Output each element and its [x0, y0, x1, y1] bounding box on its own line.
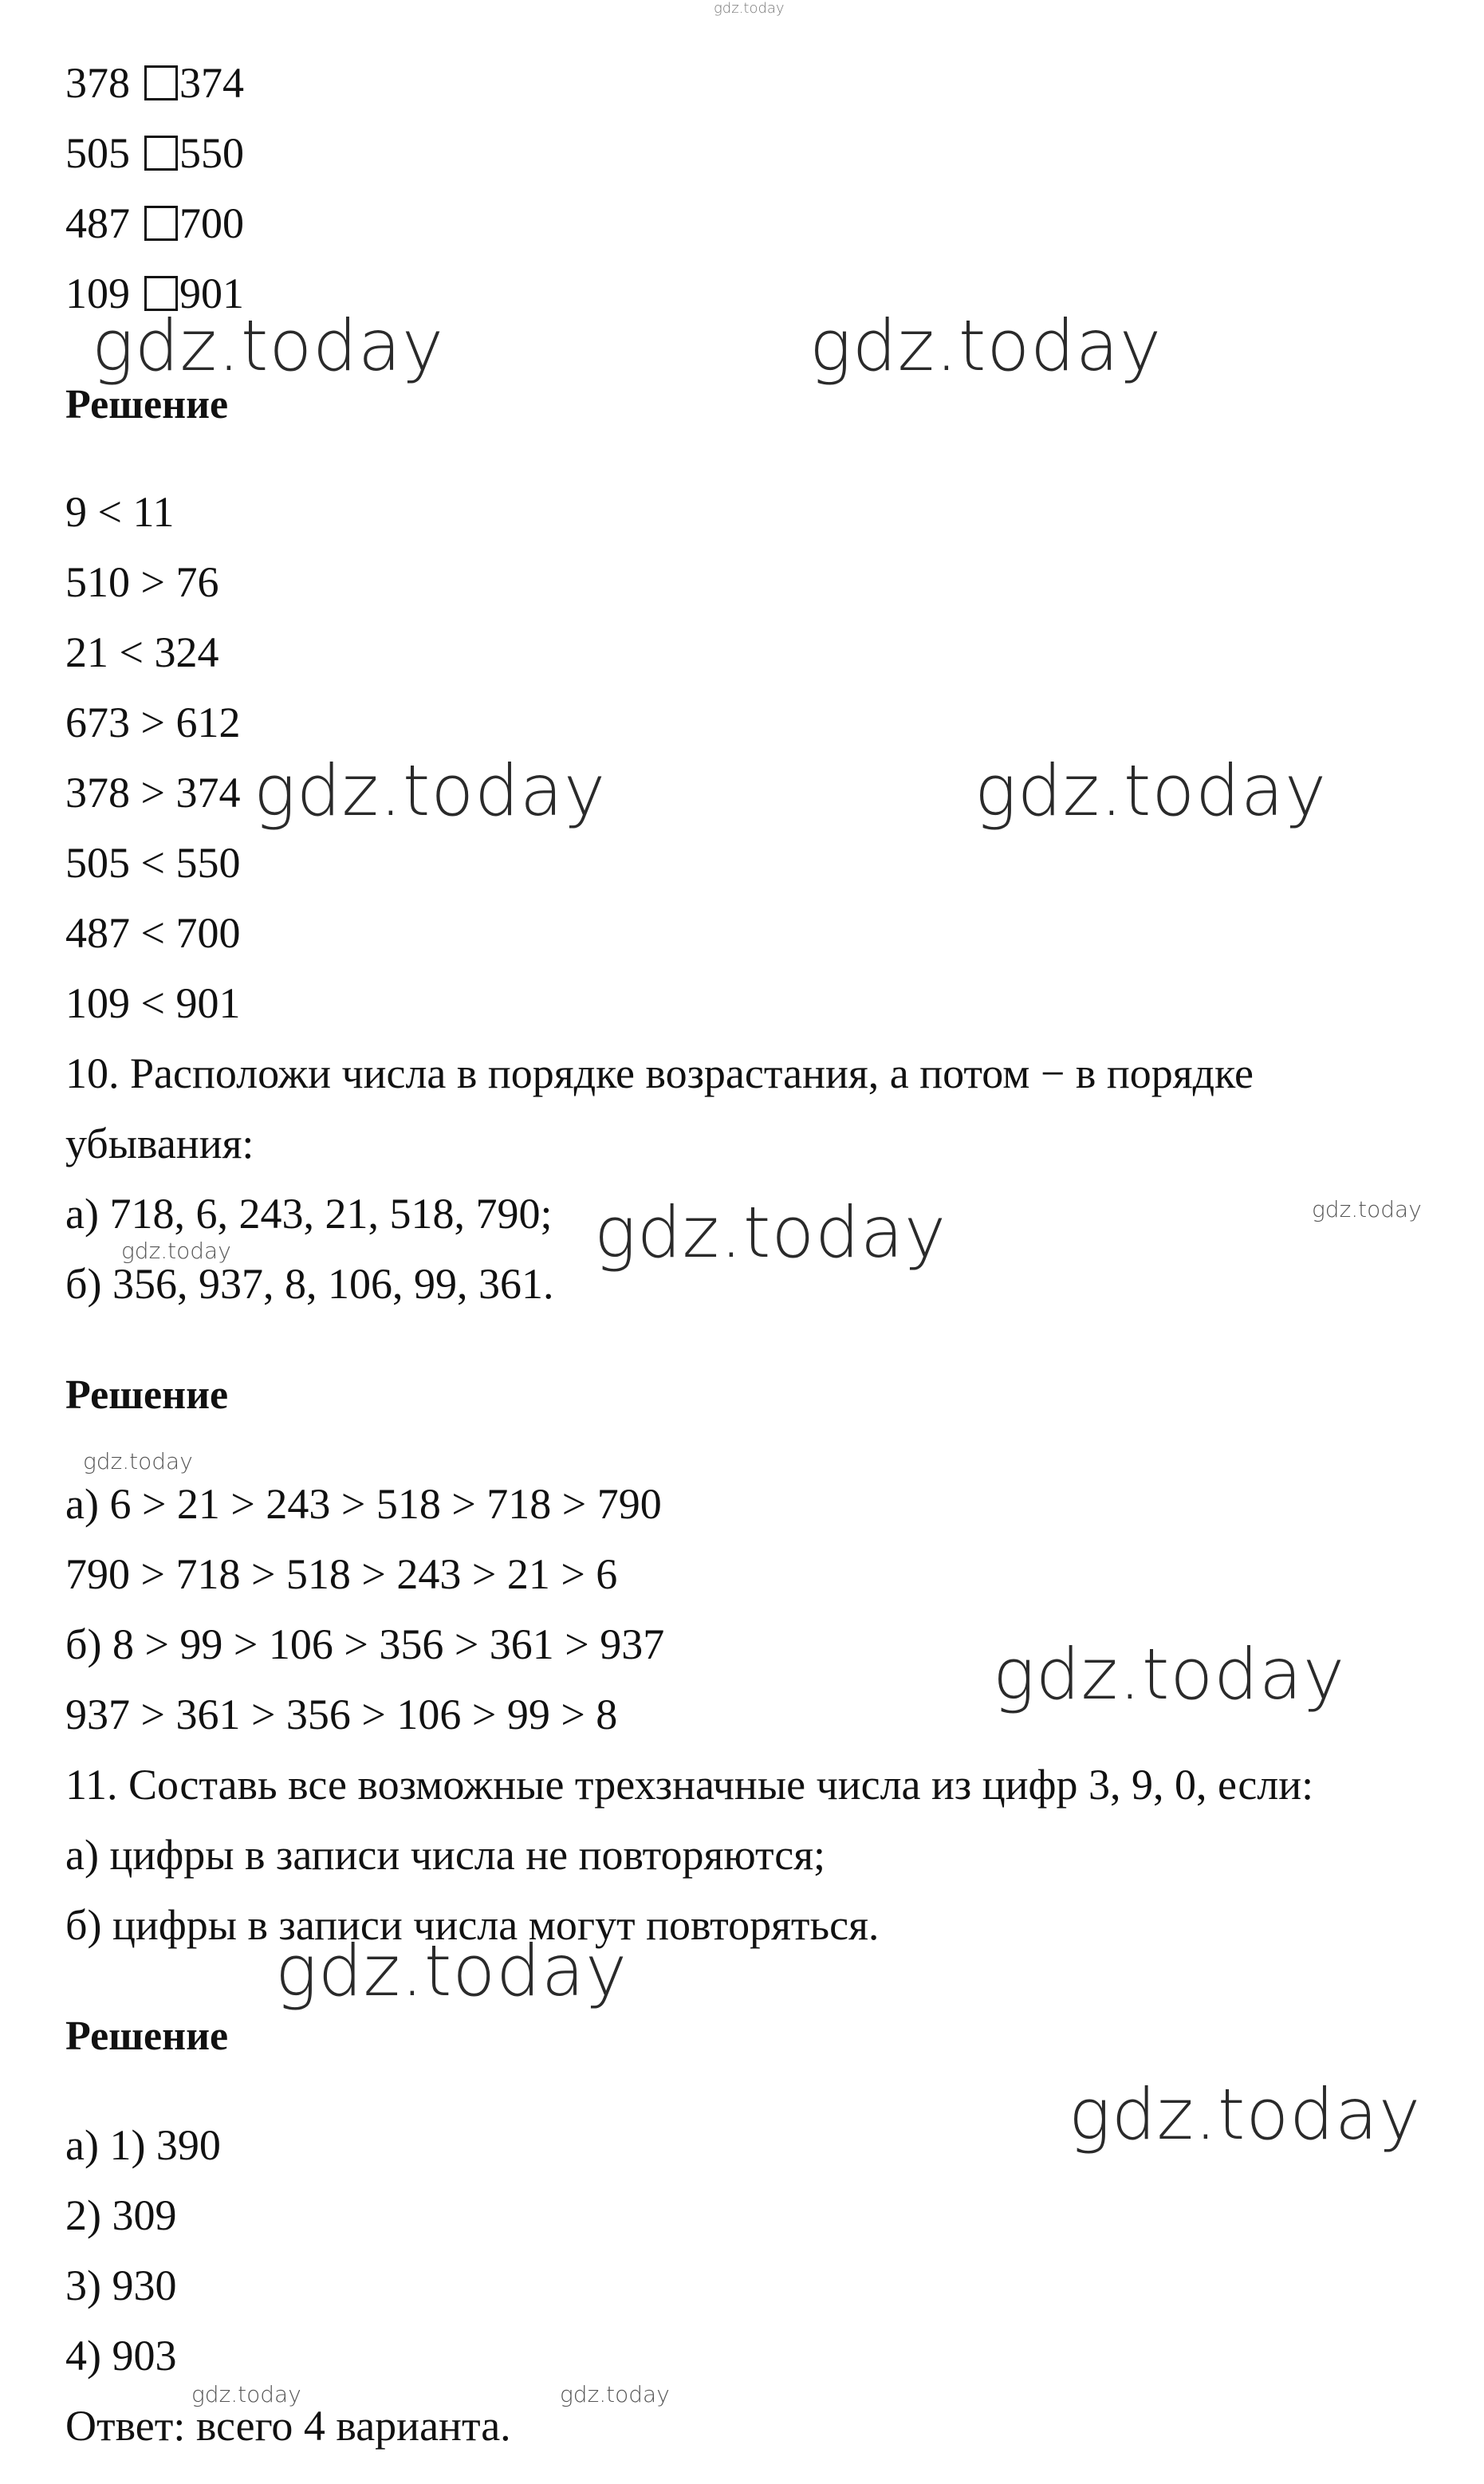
comparison-task-4: 109 901: [65, 270, 244, 317]
solution-line: 378 > 374: [65, 769, 241, 817]
solution-heading: Решение: [65, 1372, 229, 1418]
answer-line: Ответ: всего 4 варианта.: [65, 2402, 511, 2450]
watermark: gdz.today: [191, 2381, 301, 2407]
solution-line: 673 > 612: [65, 699, 241, 746]
comparison-task-1: 378 374: [65, 59, 244, 107]
watermark: gdz.today: [993, 1633, 1346, 1715]
solution-heading: Решение: [65, 2014, 229, 2059]
solution-line: 4) 903: [65, 2332, 177, 2380]
task10-b: б) 356, 937, 8, 106, 99, 361.: [65, 1260, 554, 1308]
task10-text: 10. Расположи числа в порядке возрастания, а потом − в порядке: [65, 1049, 1254, 1097]
watermark: gdz.today: [254, 750, 607, 832]
solution-line: 2) 309: [65, 2191, 177, 2239]
watermark: gdz.today: [275, 1930, 628, 2012]
watermark: gdz.today: [560, 2381, 670, 2407]
answer-box[interactable]: [144, 136, 178, 171]
task10-text: убывания:: [65, 1120, 254, 1167]
watermark: gdz.today: [92, 305, 445, 387]
watermark: gdz.today: [83, 1448, 193, 1474]
solution-line: 937 > 361 > 356 > 106 > 99 > 8: [65, 1691, 618, 1738]
solution-line: 3) 930: [65, 2262, 177, 2309]
solution-line: 790 > 718 > 518 > 243 > 21 > 6: [65, 1550, 618, 1598]
solution-line: 9 < 11: [65, 488, 175, 536]
task11-b: б) цифры в записи числа могут повторяться.: [65, 1901, 880, 1949]
watermark: gdz.today: [974, 750, 1328, 832]
task11-text: 11. Составь все возможные трехзначные числа из цифр 3, 9, 0, если:: [65, 1761, 1314, 1809]
solution-line: 21 < 324: [65, 628, 219, 676]
comparison-task-3: 487 700: [65, 199, 244, 247]
watermark: gdz.today: [121, 1238, 231, 1264]
answer-box[interactable]: [144, 206, 178, 241]
watermark: gdz.today: [1069, 2073, 1422, 2155]
solution-line: 109 < 901: [65, 979, 241, 1027]
solution-heading: Решение: [65, 382, 229, 427]
watermark-top: gdz.today: [714, 0, 785, 17]
solution-line: а) 1) 390: [65, 2121, 221, 2169]
solution-line: 505 < 550: [65, 839, 241, 887]
solution-line: 487 < 700: [65, 909, 241, 957]
comparison-task-2: 505 550: [65, 129, 244, 177]
solution-line: б) 8 > 99 > 106 > 356 > 361 > 937: [65, 1620, 665, 1668]
watermark: gdz.today: [594, 1191, 947, 1273]
answer-box[interactable]: [144, 65, 178, 100]
solution-line: а) 6 > 21 > 243 > 518 > 718 > 790: [65, 1480, 662, 1528]
task10-a: а) 718, 6, 243, 21, 518, 790;: [65, 1190, 553, 1238]
watermark: gdz.today: [1312, 1196, 1422, 1222]
task11-a: а) цифры в записи числа не повторяются;: [65, 1831, 826, 1879]
watermark: gdz.today: [809, 305, 1163, 387]
solution-line: 510 > 76: [65, 558, 219, 606]
